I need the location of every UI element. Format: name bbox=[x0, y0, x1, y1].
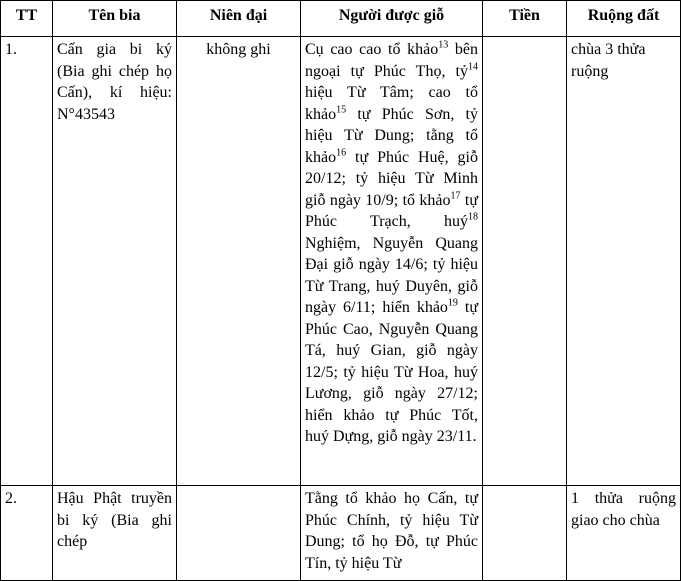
cell-tt: 2. bbox=[1, 486, 53, 581]
cell-tien bbox=[483, 486, 567, 581]
cell-ruong-dat: chùa 3 thửa ruộng bbox=[567, 37, 681, 486]
cell-nguoi-duoc-gio: Tằng tổ khảo họ Cấn, tự Phúc Chính, tỷ hiệu Từ Dung; tổ họ Đỗ, tự Phúc Tín, tỷ hiệu Từ bbox=[301, 486, 483, 581]
header-ten-bia: Tên bia bbox=[53, 1, 177, 37]
cell-nien-dai: không ghi bbox=[177, 37, 301, 486]
table-row bbox=[1, 37, 681, 486]
header-row bbox=[1, 1, 681, 37]
header-nien-dai: Niên đại bbox=[177, 1, 301, 37]
table-row bbox=[1, 486, 681, 581]
header-nguoi-duoc-gio: Người được giỗ bbox=[301, 1, 483, 37]
nguoi-duoc-gio-text: Cụ cao cao tổ khảo$^{13}$ bên ngoại tự Phúc Thọ, tỷ$^{14}$ hiệu Từ Tâm; cao tổ khảo$^{15}$ tự Phúc Sơn, tỷ hiệu Từ Dung; tằng tổ khảo$^{16}$ tự Phúc Huệ, giỗ 20/12; tỷ hiệu Từ Minh giỗ ngày 10/9; tổ khảo$^{17}$ tự Phúc Trạch, huý$^{18}$ Nghiệm, Nguyễn Quang Đại giỗ ngày 14/6; tỷ hiệu Từ Trang, huý Duyên, giỗ ngày 6/11; hiển khảo$^{19}$ tự Phúc Cao, Nguyễn Quang Tá, huý Gian, giỗ ngày 12/5; tỷ hiệu Từ Hoa, huý Lương, giỗ ngày 27/12; hiển khảo tự Phúc Tốt, huý Dựng, giỗ ngày 23/11. bbox=[305, 39, 479, 445]
cell-tien bbox=[483, 37, 567, 486]
cell-tt: 1. bbox=[1, 37, 53, 486]
cell-ten-bia: Hậu Phật truyền bi ký (Bia ghi chép bbox=[53, 486, 177, 581]
header-ruong-dat: Ruộng đất bbox=[567, 1, 681, 37]
header-tien: Tiền bbox=[483, 1, 567, 37]
cell-nien-dai bbox=[177, 486, 301, 581]
cell-ten-bia: Cấn gia bi ký (Bia ghi chép họ Cấn), kí hiệu: N°43543 bbox=[53, 37, 177, 486]
cell-nguoi-duoc-gio bbox=[301, 37, 483, 486]
cell-ruong-dat: 1 thửa ruộng giao cho chùa bbox=[567, 486, 681, 581]
header-tt: TT bbox=[1, 1, 53, 37]
